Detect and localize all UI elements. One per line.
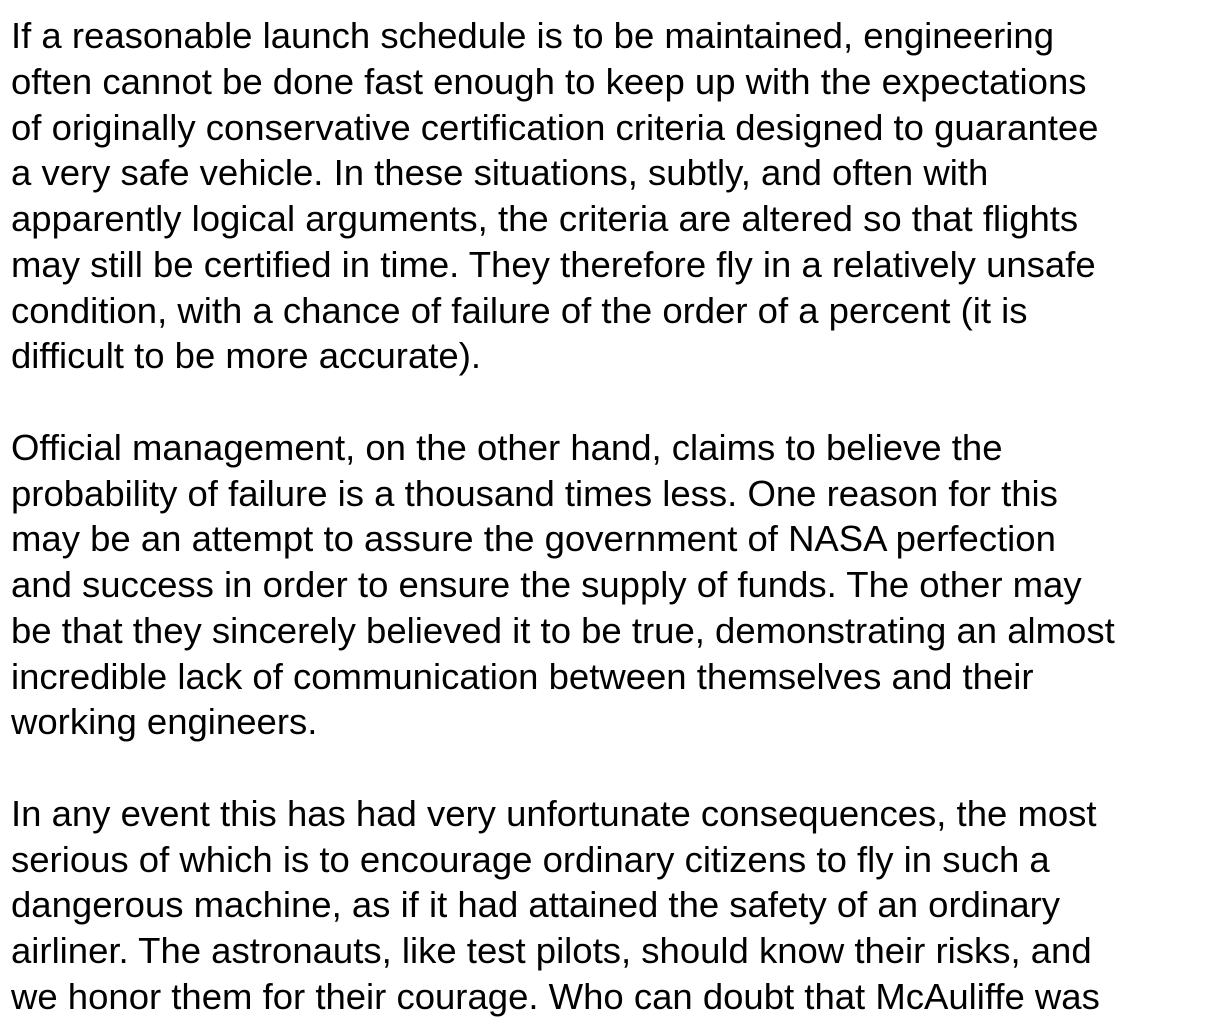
paragraph-unfortunate-consequences: In any event this has had very unfortunate consequences, the most serious of which is to encourage ordinary citizens to fly in such a dangerous machine, as if it had attained the safety of an ordinary airliner. The astronauts, like test pilots, should know their risks, and we honor them for their courage. Who can doubt that McAuliffe was — [11, 792, 1100, 1017]
paragraph-launch-schedule: If a reasonable launch schedule is to be maintained, engineering often cannot be done fast enough to keep up with the expectations of originally conservative certification criteria designed to guarantee a very safe vehicle. In these situations, subtly, and often with apparently logical arguments, the criteria are altered so that flights may still be certified in time. They therefore fly in a relatively unsafe condition, with a chance of failure of the order of a percent (it is difficult to be more accurate). — [11, 15, 1099, 377]
paragraph-official-management: Official management, on the other hand, claims to believe the probability of failure is a thousand times less. One reason for this may be an attempt to assure the government of NASA perfection and success in order to ensure the supply of funds. The other may be that they sincerely believed it to be true, demonstrating an almost incredible lack of communication between themselves and their working engineers. — [11, 426, 1115, 743]
